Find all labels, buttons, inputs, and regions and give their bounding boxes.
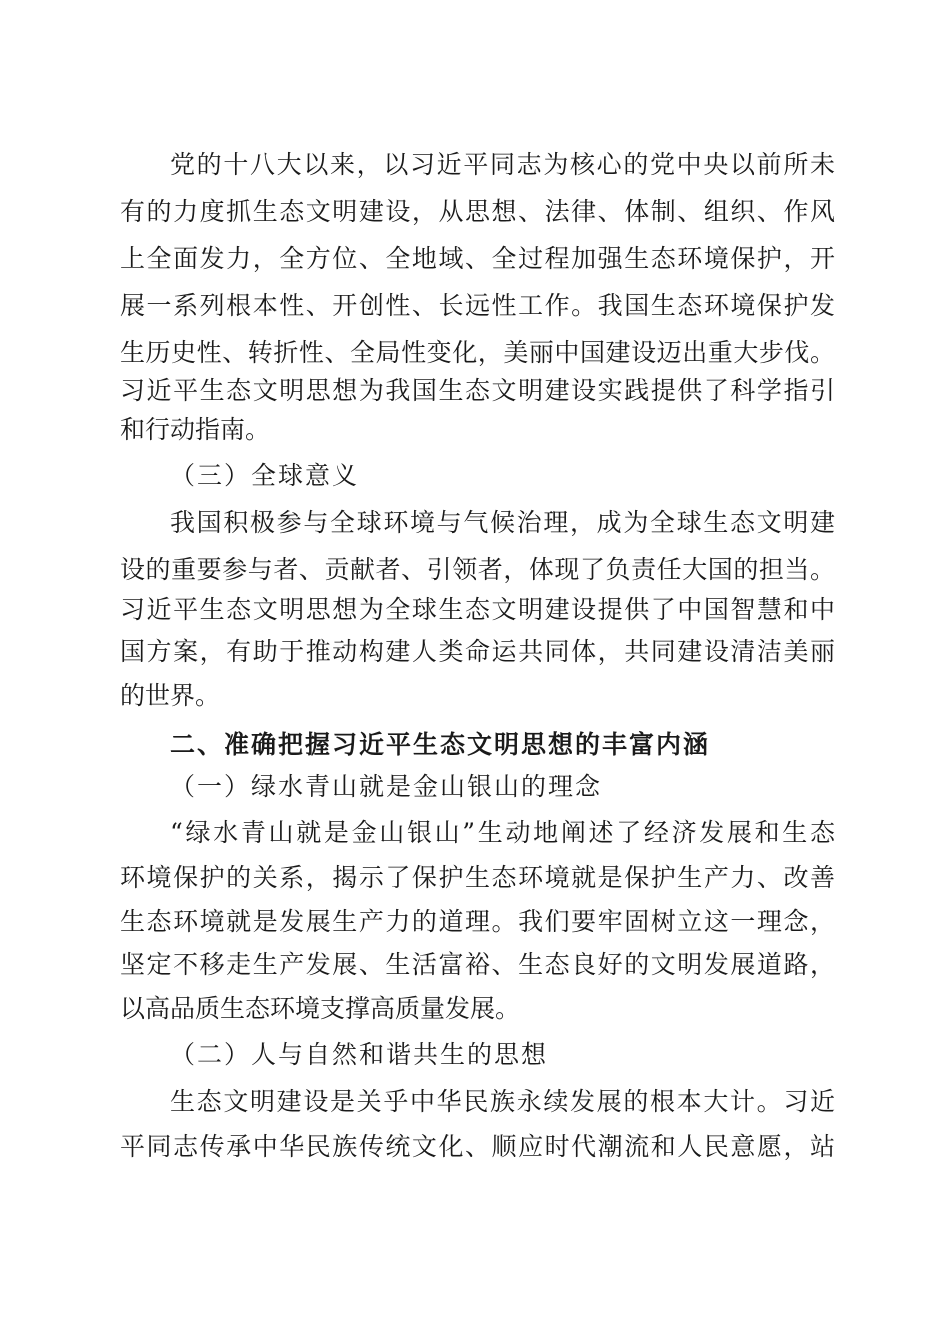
paragraph-line: 坚定不移走生产发展、生活富裕、生态良好的文明发展道路， [120, 950, 835, 979]
paragraph-line: 有的力度抓生态文明建设，从思想、法律、体制、组织、作风 [120, 197, 835, 226]
paragraph-line: 生历史性、转折性、全局性变化，美丽中国建设迈出重大步伐。 [120, 338, 835, 367]
paragraph-line: 我国积极参与全球环境与气候治理，成为全球生态文明建 [170, 508, 835, 537]
paragraph-line: 习近平生态文明思想为我国生态文明建设实践提供了科学指引 [120, 376, 835, 405]
section-heading: （三）全球意义 [170, 461, 360, 490]
paragraph-line: “绿水青山就是金山银山”生动地阐述了经济发展和生态 [170, 818, 835, 847]
paragraph-line: 的世界。 [120, 681, 221, 710]
paragraph-line: 以高品质生态环境支撑高质量发展。 [120, 994, 521, 1023]
section-heading: （二）人与自然和谐共生的思想 [170, 1040, 549, 1069]
paragraph-line: 展一系列根本性、开创性、长远性工作。我国生态环境保护发 [120, 291, 835, 320]
section-heading: （一）绿水青山就是金山银山的理念 [170, 772, 603, 801]
paragraph-line: 党的十八大以来，以习近平同志为核心的党中央以前所未 [170, 150, 835, 179]
paragraph-line: 习近平生态文明思想为全球生态文明建设提供了中国智慧和中 [120, 595, 835, 624]
paragraph-line: 生态环境就是发展生产力的道理。我们要牢固树立这一理念， [120, 907, 835, 936]
chapter-heading: 二、准确把握习近平生态文明思想的丰富内涵 [170, 730, 711, 759]
paragraph-line: 上全面发力，全方位、全地域、全过程加强生态环境保护，开 [120, 244, 835, 273]
paragraph-line: 生态文明建设是关乎中华民族永续发展的根本大计。习近 [170, 1087, 835, 1116]
paragraph-line: 和行动指南。 [120, 415, 271, 444]
paragraph-line: 平同志传承中华民族传统文化、顺应时代潮流和人民意愿，站 [120, 1132, 835, 1161]
paragraph-line: 国方案，有助于推动构建人类命运共同体，共同建设清洁美丽 [120, 637, 835, 666]
paragraph-line: 设的重要参与者、贡献者、引领者，体现了负责任大国的担当。 [120, 555, 835, 584]
paragraph-line: 环境保护的关系，揭示了保护生态环境就是保护生产力、改善 [120, 863, 835, 892]
